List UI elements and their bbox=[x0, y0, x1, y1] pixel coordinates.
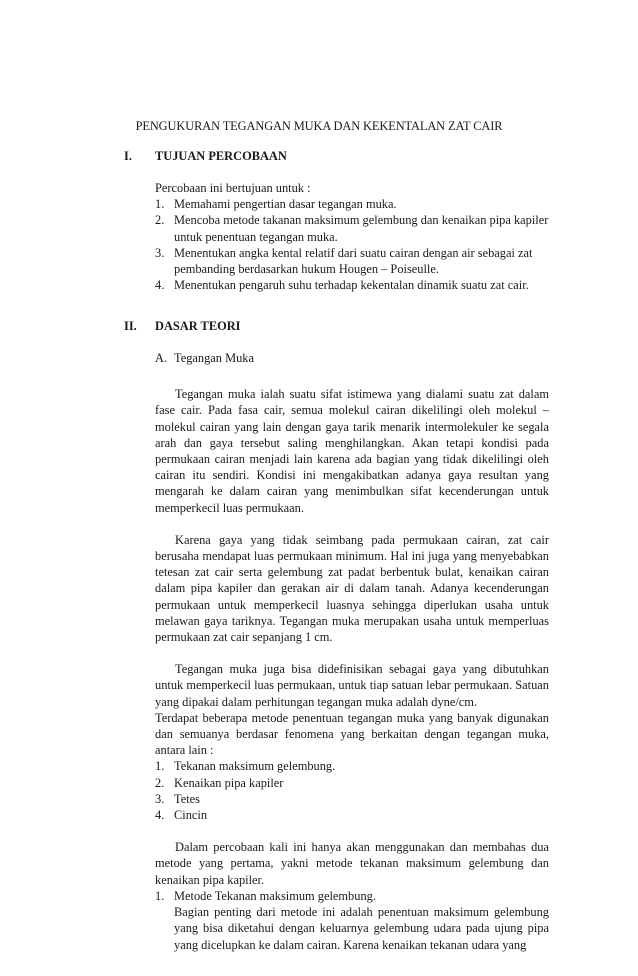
paragraph: Tegangan muka ialah suatu sifat istimewa yang dialami suatu zat dalam fase cair. Pada fasa cair, semua molekul cairan dikelilingi oleh molekul – molekul cairan yang lain dengan gaya tarik menarik intermolekuler ke segala arah dan gaya tersebut saling menghilangkan. Akan tetapi kondisi pada permukaan cairan menjadi lain karena ada bagian yang tidak dikelilingi oleh cairan itu sendiri. Kondisi ini mengakibatkan adanya gaya resultan yang mengarah ke dalam cairan yang menimbulkan sifat kecenderungan untuk memperkecil luas permukaan. bbox=[155, 387, 549, 515]
method-1-paragraph: Bagian penting dari metode ini adalah penentuan maksimum gelembung yang bisa diketahui dengan keluarnya gelembung udara pada ujung pipa yang dicelupkan ke dalam cairan. Karena kenaikan tekanan udara yang bbox=[174, 905, 549, 952]
list-item: 1. Memahami pengertian dasar tegangan muka. bbox=[155, 197, 397, 212]
method-1-heading: 1. Metode Tekanan maksimum gelembung. bbox=[155, 888, 376, 903]
list-item: 3. Tetes bbox=[155, 791, 200, 806]
subsection-a-heading: A. Tegangan Muka bbox=[155, 351, 254, 365]
section-2-number: II. bbox=[124, 319, 137, 333]
section-1-body bbox=[155, 180, 549, 293]
list-item: 4. Menentukan pengaruh suhu terhadap kekentalan dinamik suatu zat cair. bbox=[155, 278, 529, 293]
section-2-body bbox=[155, 350, 549, 953]
list-item: 4. Cincin bbox=[155, 808, 208, 823]
section-1-intro: Percobaan ini bertujuan untuk : bbox=[155, 181, 311, 195]
methods-list bbox=[155, 758, 549, 823]
section-2-heading: DASAR TEORI bbox=[155, 319, 241, 333]
section-1-heading: TUJUAN PERCOBAAN bbox=[155, 149, 287, 163]
list-item: 3. Menentukan angka kental relatif dari suatu cairan dengan air sebagai zat pembanding berdasarkan hukum Hougen – Poiseulle. bbox=[155, 245, 533, 277]
document-title: PENGUKURAN TEGANGAN MUKA DAN KEKENTALAN ZAT CAIR bbox=[135, 119, 503, 133]
paragraph: Dalam percobaan kali ini hanya akan menggunakan dan membahas dua metode yang pertama, yakni metode tekanan maksimum gelembung dan kenaikan pipa kapiler. bbox=[155, 840, 549, 887]
paragraph: Karena gaya yang tidak seimbang pada permukaan cairan, zat cair berusaha mendapat luas permukaan minimum. Hal ini juga yang menyebabkan tetesan zat cair serta gelembung zat padat berbentuk bulat, kenaikan cairan dalam pipa kapiler dan gerakan air di dalam tanah. Adanya kecenderungan permukaan untuk memperkecil luasnya sehingga diperlukan usaha untuk melawan gaya tariknya. Tegangan muka merupakan usaha untuk memperluas permukaan zat cair sepanjang 1 cm. bbox=[155, 532, 549, 645]
list-item: 2. Mencoba metode takanan maksimum gelembung dan kenaikan pipa kapiler untuk penentuan tegangan muka. bbox=[155, 213, 549, 244]
objectives-list bbox=[155, 196, 549, 293]
section-1-number: I. bbox=[124, 149, 132, 163]
paragraph: Tegangan muka juga bisa didefinisikan sebagai gaya yang dibutuhkan untuk memperkecil luas permukaan, untuk tiap satuan lebar permukaan. Satuan yang dipakai dalam perhitungan tegangan muka adalah dyne/cm. bbox=[155, 662, 549, 709]
paragraph: Terdapat beberapa metode penentuan tegangan muka yang banyak digunakan dan semuanya berdasar fenomena yang berkaitan dengan tegangan muka, antara lain : bbox=[155, 710, 549, 758]
list-item: 2. Kenaikan pipa kapiler bbox=[155, 775, 284, 790]
list-item: 1. Tekanan maksimum gelembung. bbox=[155, 759, 336, 774]
